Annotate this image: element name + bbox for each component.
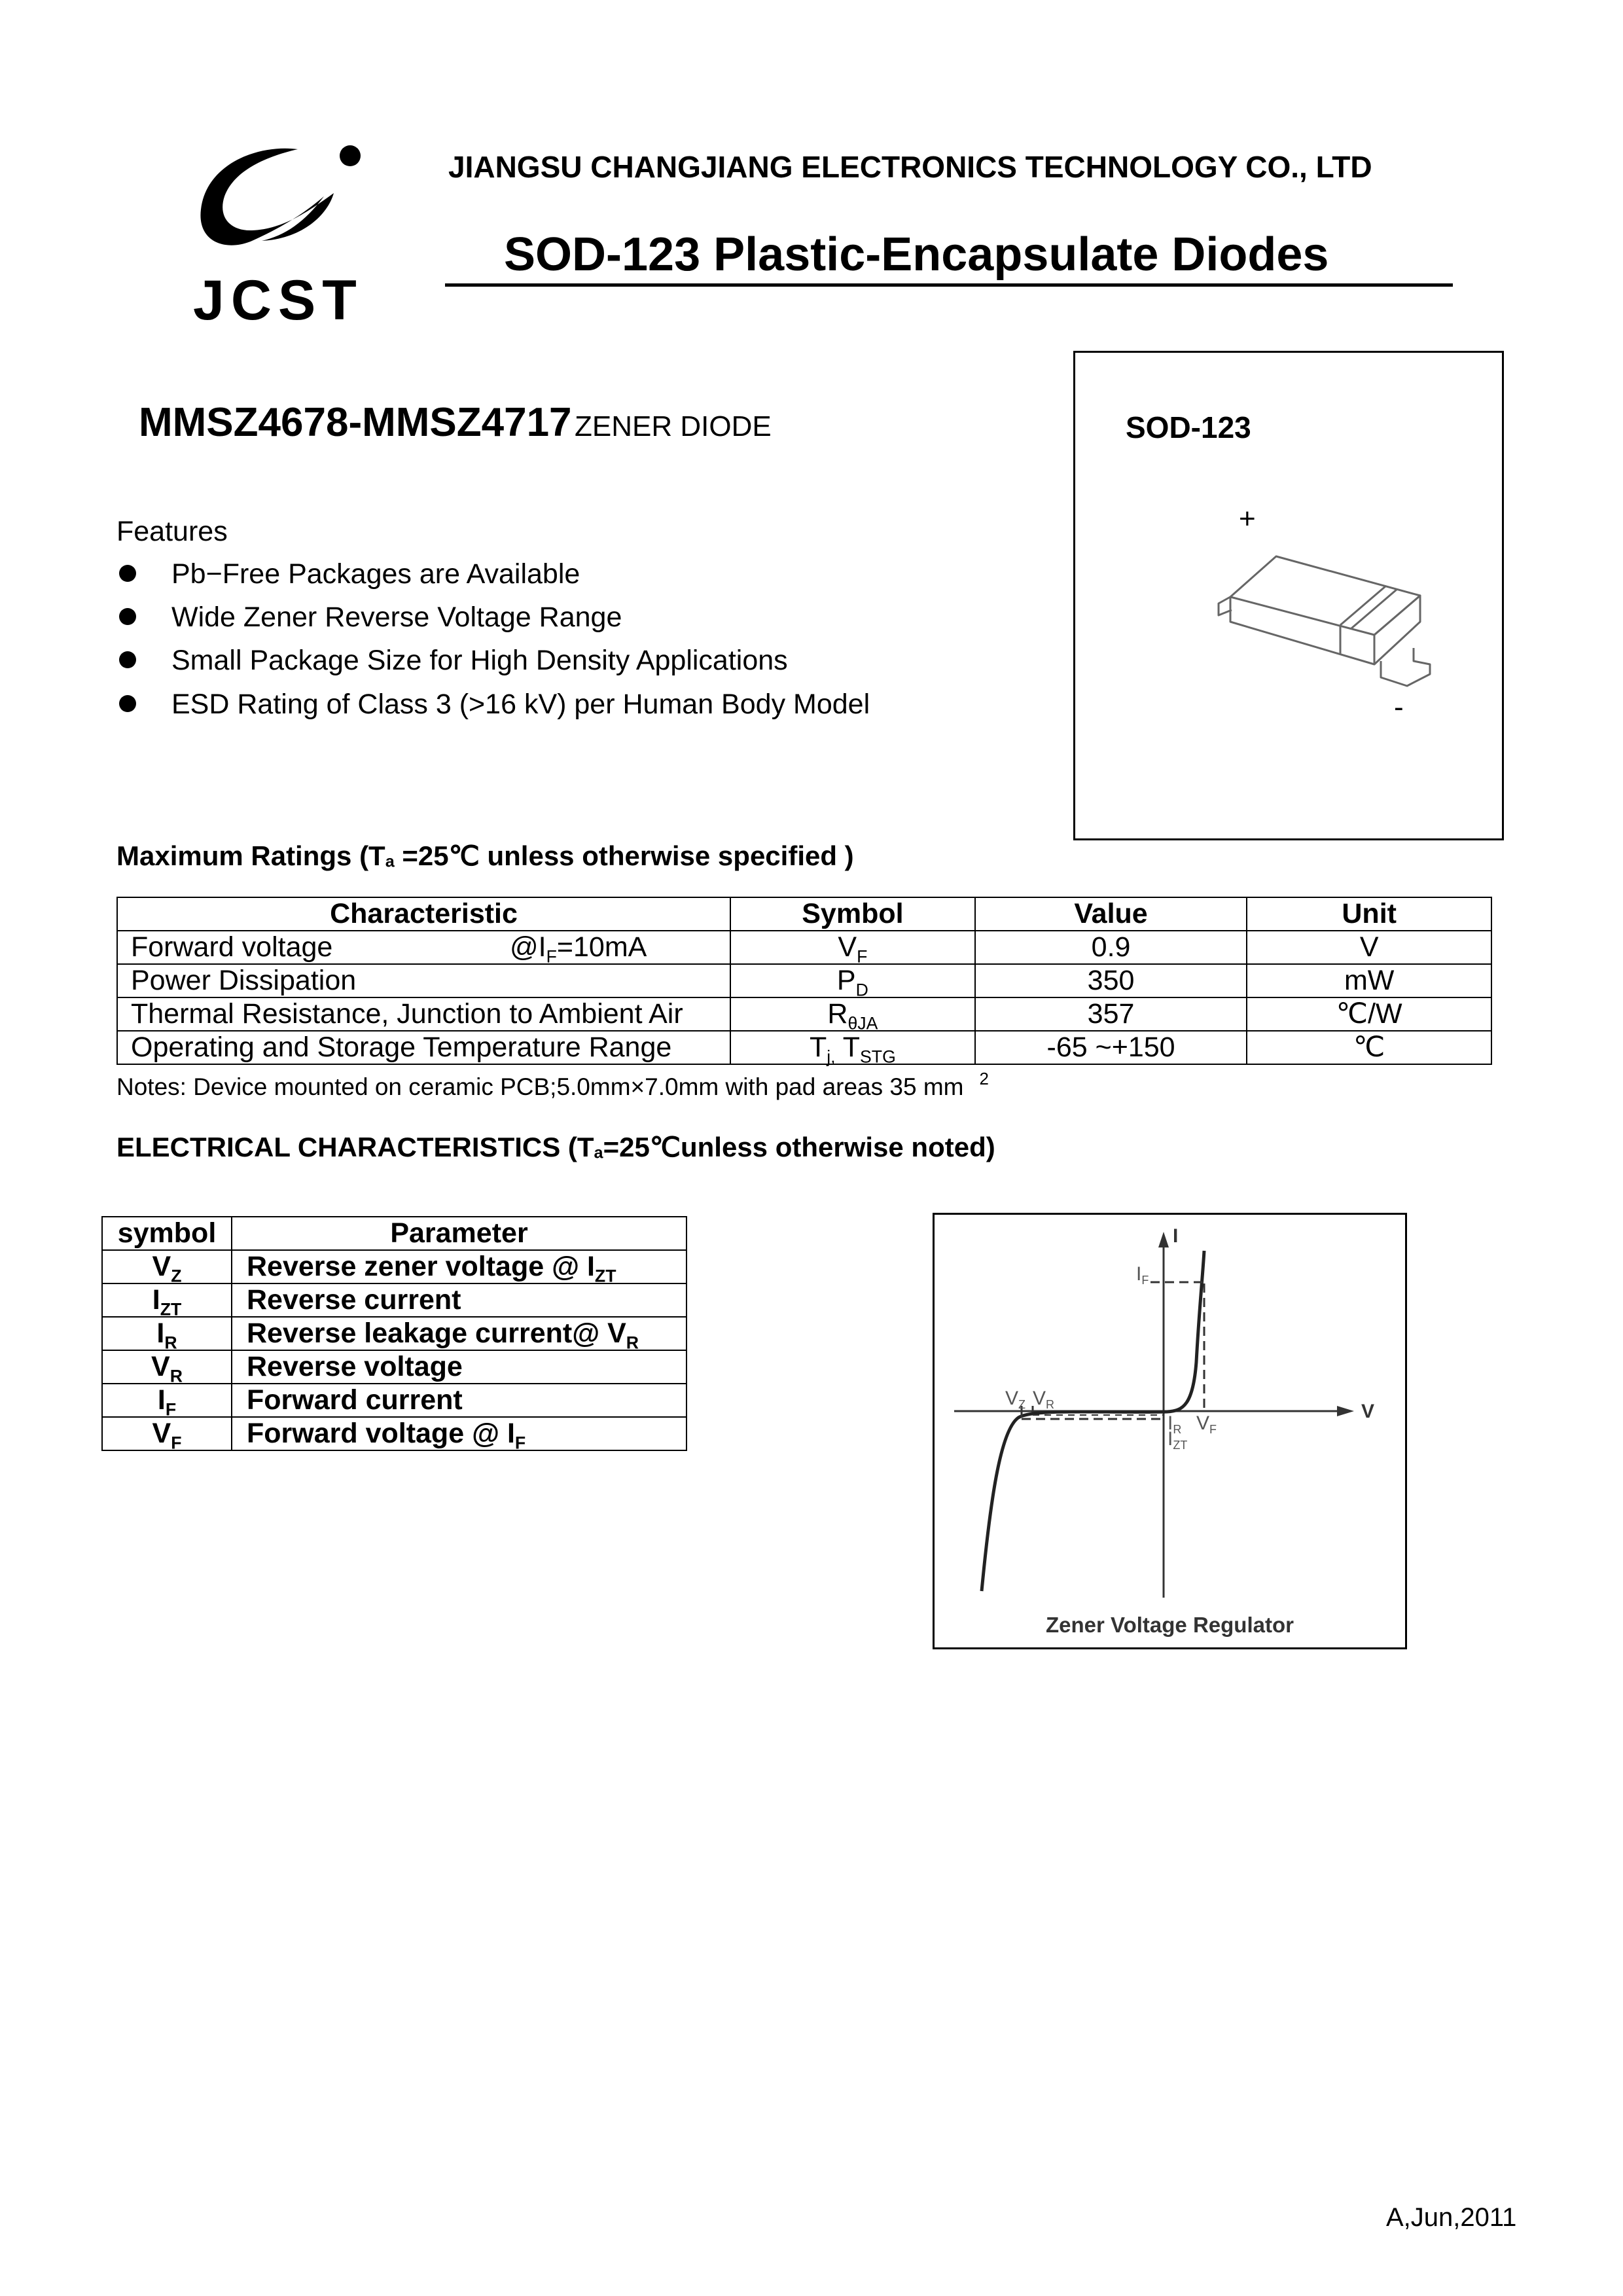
product-type: ZENER DIODE [575,410,772,442]
parameter-cell: Reverse zener voltage @ $I_{ZT}$ [232,1250,687,1283]
sod123-package-drawing [1217,537,1459,700]
ratings-notes: Notes: Device mounted on ceramic PCB;5.0mm×7.0mm with pad areas 35 mm $^2$ [116,1070,989,1100]
symbol-cell: $I_{ZT}$ [102,1283,232,1317]
bullet-icon [119,565,136,582]
label-ir: $I_R$ [1168,1412,1182,1436]
column-header: symbol [102,1217,232,1250]
value-cell: -65 ~+150 [975,1031,1247,1064]
logo-swoosh [200,149,334,245]
max-ratings-table [116,897,1492,1065]
table-row [117,1031,1491,1064]
table-row [102,1384,687,1417]
table-row [117,964,1491,997]
package-label: SOD-123 [1126,410,1251,444]
table-row [117,997,1491,1031]
characteristic-cell: Forward voltage $@I_F=10mA$ [117,931,730,964]
revision-date: A,Jun,2011 [1386,2203,1517,2232]
label-izt: $I_{ZT}$ [1168,1428,1188,1452]
column-header: Symbol [730,897,975,931]
unit-cell: V [1247,931,1491,964]
symbol-cell: $V_Z$ [102,1250,232,1283]
characteristic-cell: Thermal Resistance, Junction to Ambient Air [117,997,730,1031]
unit-cell: ℃/W [1247,997,1491,1031]
voltage-axis-arrow [1337,1406,1354,1416]
axis-label-v: V [1361,1401,1375,1422]
parameter-cell: Reverse voltage [232,1350,687,1384]
anode-mark: + [1239,503,1256,535]
max-ratings-title: Maximum Ratings ($T_a$ =25℃ unless otherwise specified ) [116,840,854,871]
label-vr: $V_R$ [1033,1388,1055,1411]
features-title: Features [116,516,228,547]
column-header: Value [975,897,1247,931]
symbol-cell: $V_F$ [730,931,975,964]
column-header: Parameter [232,1217,687,1250]
label-vz: $V_Z$ [1005,1388,1026,1411]
parameter-cell: Reverse leakage current@ $V_R$ [232,1317,687,1350]
column-header: Unit [1247,897,1491,931]
document-title: SOD-123 Plastic-Encapsulate Diodes [445,229,1453,287]
bullet-icon [119,651,136,668]
cathode-mark: - [1394,691,1404,723]
symbol-cell: $I_R$ [102,1317,232,1350]
table-row [102,1250,687,1283]
table-header-row [102,1217,687,1250]
unit-cell: mW [1247,964,1491,997]
bullet-icon [119,608,136,625]
feature-item: ESD Rating of Class 3 (>16 kV) per Human Body Model [119,689,870,721]
graph-caption: Zener Voltage Regulator [1046,1613,1294,1637]
symbol-cell: $I_F$ [102,1384,232,1417]
parameter-cell: Forward current [232,1384,687,1417]
feature-item: Pb−Free Packages are Available [119,558,580,590]
part-numbers: MMSZ4678-MMSZ4717 [139,400,572,445]
product-line [139,399,772,446]
table-row [102,1283,687,1317]
unit-cell: ℃ [1247,1031,1491,1064]
characteristic-cell: Power Dissipation [117,964,730,997]
symbol-cell: $V_R$ [102,1350,232,1384]
company-name: JIANGSU CHANGJIANG ELECTRONICS TECHNOLOGY CO., LTD [448,150,1372,184]
table-row [102,1350,687,1384]
electrical-title: ELECTRICAL CHARACTERISTICS ($T_a=25℃unless$ otherwise noted) [116,1132,995,1162]
symbol-cell: $V_F$ [102,1417,232,1450]
zener-iv-graph [935,1215,1405,1647]
symbol-cell: $R_{\theta JA}$ [730,997,975,1031]
label-if: $I_F$ [1136,1263,1149,1287]
bullet-icon [119,695,136,712]
value-cell: 350 [975,964,1247,997]
table-header-row [117,897,1491,931]
label-vf: $V_F$ [1196,1412,1217,1436]
axis-label-i: I [1173,1225,1179,1247]
value-cell: 357 [975,997,1247,1031]
symbol-cell: $P_D$ [730,964,975,997]
parameter-cell: Forward voltage @ $I_F$ [232,1417,687,1450]
symbol-cell: $T_{j,}$ $T_{STG}$ [730,1031,975,1064]
electrical-symbols-table [101,1216,687,1451]
logo-dot [340,145,361,166]
current-axis-arrow [1158,1232,1169,1247]
jcst-logo [187,137,376,327]
parameter-cell: Reverse current [232,1283,687,1317]
feature-item: Small Package Size for High Density Applications [119,645,788,677]
logo-text: JCST [193,269,363,327]
table-row [102,1317,687,1350]
table-row [102,1417,687,1450]
column-header: Characteristic [117,897,730,931]
characteristic-cell: Operating and Storage Temperature Range [117,1031,730,1064]
value-cell: 0.9 [975,931,1247,964]
table-row [117,931,1491,964]
feature-item: Wide Zener Reverse Voltage Range [119,601,622,634]
